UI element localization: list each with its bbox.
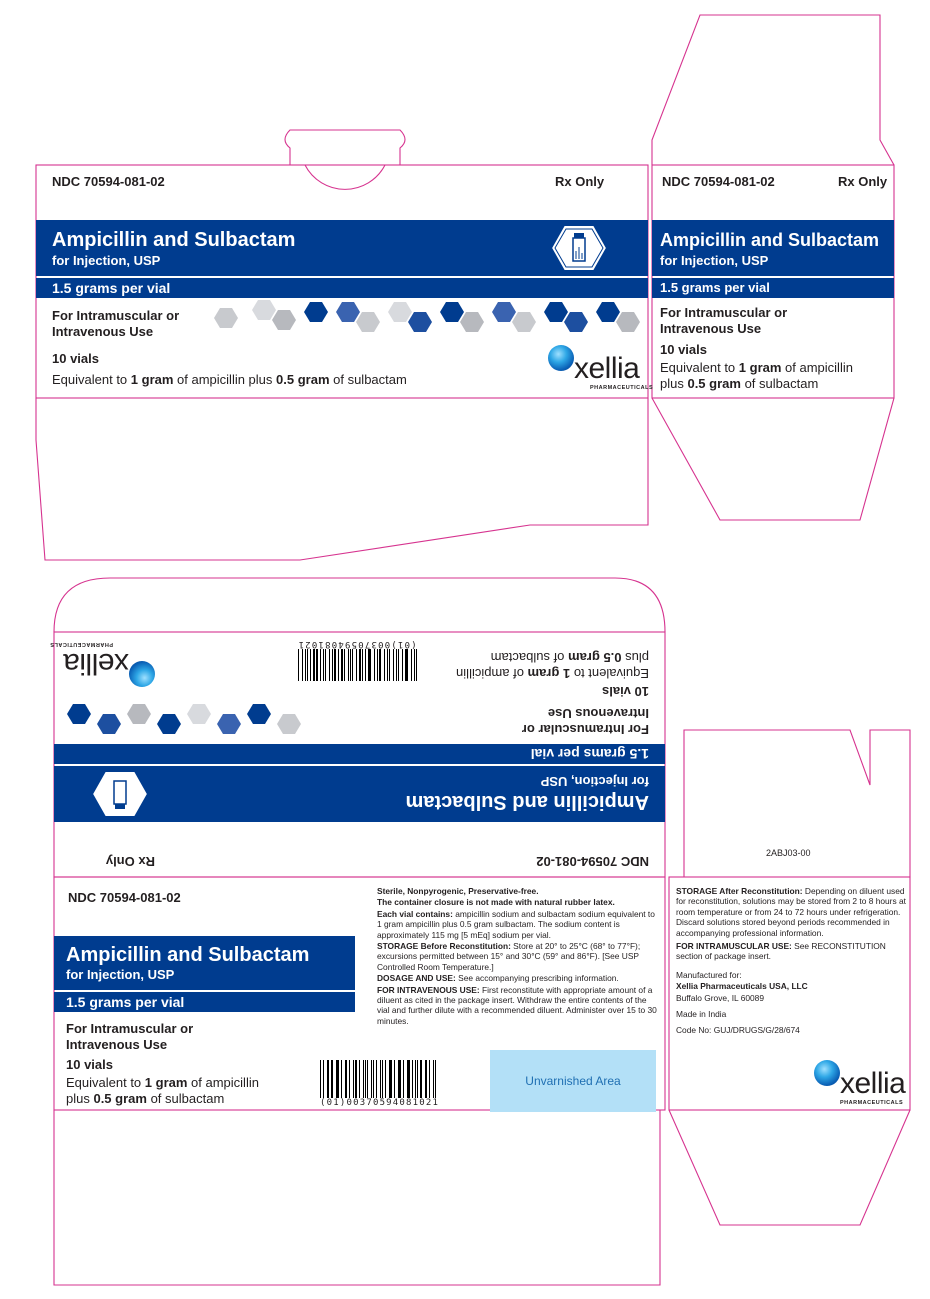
barcode-bar: [352, 649, 353, 681]
product-name: Ampicillin and Sulbactam: [52, 229, 296, 251]
im-statement: FOR INTRAMUSCULAR USE: See RECONSTITUTION section of package insert.: [676, 941, 886, 962]
product-form: for Injection, USP: [540, 774, 649, 789]
barcode-bar: [394, 1060, 395, 1098]
route-text: For Intramuscular or Intravenous Use: [521, 706, 649, 737]
barcode-bar: [356, 649, 357, 681]
barcode-bar: [415, 1060, 416, 1098]
barcode: [320, 1060, 439, 1108]
barcode-bar: [405, 649, 407, 681]
barcode-bar: [420, 1060, 422, 1098]
barcode-bar: [385, 1060, 386, 1098]
barcode-bar: [366, 649, 367, 681]
strength-band: 1.5 grams per vial: [652, 278, 894, 298]
barcode-bar: [390, 1060, 391, 1098]
barcode-bar: [321, 649, 322, 681]
barcode-bar: [341, 1060, 342, 1098]
company-name: Xellia Pharmaceuticals USA, LLC: [676, 981, 808, 992]
xellia-logo: xellia PHARMACEUTICALS: [814, 1060, 840, 1086]
ndc-number: NDC 70594-081-02: [68, 890, 181, 905]
barcode-bar: [320, 1060, 321, 1098]
barcode-bar: [373, 1060, 374, 1098]
equivalence-statement: Equivalent to 1 gram of ampicillin plus 0.5 gram of sulbactam: [456, 650, 649, 681]
barcode-bar: [396, 649, 397, 681]
storage-statement: STORAGE Before Reconstitution: Store at 20° to 25°C (68° to 77°F); excursions permitted between 15° and 30°C (59° and 86°F). [See USP Controlled Room Temperature.]: [377, 941, 641, 972]
ndc-number: NDC 70594-081-02: [662, 174, 775, 189]
barcode-bar: [380, 1060, 381, 1098]
barcode-bar: [398, 1060, 399, 1098]
barcode-bar: [302, 649, 303, 681]
barcode-bar: [329, 649, 330, 681]
vial-icon: [549, 223, 609, 273]
barcode-bar: [328, 1060, 329, 1098]
title-band: [54, 936, 355, 990]
barcode-bar: [334, 649, 336, 681]
title-band: [36, 220, 648, 276]
equivalence-statement: Equivalent to 1 gram of ampicillin plus 0.5 gram of sulbactam: [660, 360, 853, 391]
barcode-bar: [403, 1060, 404, 1098]
barcode-bar: [393, 649, 394, 681]
barcode-bar: [341, 649, 342, 681]
right-text-block: [676, 886, 908, 1037]
barcode-bar: [414, 649, 415, 681]
barcode-bar: [411, 649, 412, 681]
barcode-bar: [376, 1060, 378, 1098]
barcode-bar: [426, 1060, 427, 1098]
barcode-bar: [435, 1060, 436, 1098]
barcode-bar: [412, 1060, 413, 1098]
barcode-bar: [367, 1060, 368, 1098]
contents-statement: Each vial contains: ampicillin sodium and sulbactam sodium equivalent to 1 gram ampicillin plus 0.5 gram sulbactam. The sodium content is approximately 115 mg [5 mEq] sodium per vial.: [377, 908, 655, 940]
vial-icon: [90, 769, 150, 819]
ndc-number: NDC 70594-081-02: [536, 854, 649, 869]
latex-statement: The container closure is not made with natural rubber latex.: [377, 897, 615, 908]
side-text-block: [377, 886, 659, 1027]
rx-only: Rx Only: [105, 854, 155, 869]
back-panel-inverted: [49, 632, 665, 877]
barcode-bar: [371, 1060, 372, 1098]
barcode-bar: [355, 1060, 357, 1098]
product-name: Ampicillin and Sulbactam: [405, 791, 649, 813]
product-form: for Injection, USP: [660, 253, 769, 268]
barcode-bar: [359, 1060, 360, 1098]
barcode-bar: [425, 1060, 426, 1098]
barcode-bar: [429, 1060, 430, 1098]
title-band: [54, 766, 665, 822]
barcode-bar: [327, 1060, 328, 1098]
barcode-number: (01)00370594081021: [320, 1098, 440, 1108]
company-city: Buffalo Grove, IL 60089: [676, 992, 764, 1003]
barcode-bar: [387, 649, 388, 681]
product-form: for Injection, USP: [52, 253, 161, 268]
license-code: Code No: GUJ/DRUGS/G/28/674: [676, 1025, 800, 1036]
dosage-statement: DOSAGE AND USE: See accompanying prescribing information.: [377, 973, 619, 984]
artwork-code: 2ABJ03-00: [766, 848, 811, 858]
barcode-bar: [323, 1060, 324, 1098]
xellia-orb-icon: [129, 661, 155, 687]
barcode-bar: [379, 649, 381, 681]
barcode-bar: [314, 649, 316, 681]
equivalence-statement: Equivalent to 1 gram of ampicillin plus 0.5 gram of sulbactam: [66, 1075, 259, 1106]
xellia-orb-icon: [548, 345, 574, 371]
barcode-bar: [345, 1060, 346, 1098]
barcode-bar: [389, 649, 390, 681]
barcode-bar: [374, 649, 375, 681]
barcode-bar: [311, 649, 312, 681]
iv-statement: FOR INTRAVENOUS USE: First reconstitute with appropriate amount of a diluent as cited in the package insert. Withdraw the entire contents of the vial and further dilute with a recommended diluent. Administer over 15 to 30 minutes.: [377, 984, 657, 1026]
barcode-bar: [407, 1060, 408, 1098]
route-text: For Intramuscular or Intravenous Use: [52, 308, 180, 339]
barcode-bar: [384, 649, 385, 681]
barcode-bar: [351, 649, 352, 681]
product-name: Ampicillin and Sulbactam: [660, 230, 880, 250]
barcode-bar: [331, 1060, 333, 1098]
barcode-bar: [298, 649, 299, 681]
barcode-number: (01)00370594081021: [297, 639, 417, 649]
barcode-bar: [368, 649, 369, 681]
strength-band: 1.5 grams per vial: [54, 992, 355, 1012]
barcode-bar: [416, 649, 417, 681]
barcode-bar: [336, 1060, 337, 1098]
barcode-bar: [346, 1060, 347, 1098]
barcode-bar: [398, 649, 399, 681]
barcode-bar: [362, 649, 363, 681]
barcode-bar: [316, 649, 317, 681]
barcode-bar: [348, 649, 349, 681]
sterile-statement: Sterile, Nonpyrogenic, Preservative-free.: [377, 886, 539, 896]
barcode-bar: [323, 649, 324, 681]
hexagon-pattern: [55, 692, 305, 742]
vial-count: 10 vials: [660, 342, 707, 357]
manufactured-for: Manufactured for:: [676, 969, 742, 980]
ndc-number: NDC 70594-081-02: [52, 174, 165, 189]
made-in: Made in India: [676, 1009, 727, 1020]
barcode-bar: [417, 1060, 418, 1098]
barcode-bar: [408, 1060, 409, 1098]
rx-only: Rx Only: [838, 174, 888, 189]
barcode-bar: [389, 1060, 390, 1098]
equivalence-statement: Equivalent to 1 gram of ampicillin plus 0.5 gram of sulbactam: [52, 372, 407, 387]
vial-count: 10 vials: [66, 1057, 113, 1072]
xellia-logo: xellia PHARMACEUTICALS: [548, 345, 574, 371]
barcode-bar: [305, 649, 306, 681]
barcode-bar: [399, 1060, 401, 1098]
vial-count: 10 vials: [602, 684, 649, 699]
strength-band: 1.5 grams per vial: [54, 744, 665, 764]
barcode-bar: [339, 649, 340, 681]
barcode-bar: [332, 649, 333, 681]
barcode-bar: [349, 1060, 350, 1098]
barcode-bar: [377, 649, 378, 681]
unvarnished-area: Unvarnished Area: [490, 1050, 656, 1112]
xellia-orb-icon: [814, 1060, 840, 1086]
barcode-bar: [382, 1060, 383, 1098]
hexagon-pattern: [210, 298, 645, 340]
vial-count: 10 vials: [52, 351, 99, 366]
title-band: [652, 220, 894, 276]
barcode-bar: [402, 649, 403, 681]
barcode-bar: [353, 1060, 354, 1098]
barcode: [297, 639, 417, 681]
rx-only: Rx Only: [555, 174, 605, 189]
barcode-bar: [433, 1060, 434, 1098]
product-name: Ampicillin and Sulbactam: [66, 944, 310, 966]
barcode-bar: [344, 649, 345, 681]
route-text: For Intramuscular or Intravenous Use: [66, 1021, 194, 1052]
xellia-logo: xellia PHARMACEUTICALS: [129, 661, 155, 687]
route-text: For Intramuscular or Intravenous Use: [660, 305, 788, 336]
barcode-bar: [307, 649, 308, 681]
barcode-bar: [371, 649, 372, 681]
strength-band: 1.5 grams per vial: [36, 278, 648, 298]
barcode-bar: [408, 649, 409, 681]
storage-after-statement: STORAGE After Reconstitution: Depending on diluent used for reconstitution, solutions may be stored from 2 to 8 hours at room temperature or from 24 to 72 hours under refrigeration. Discard solutions stored beyond periods recommended in accompanying professional information.: [676, 886, 906, 938]
product-form: for Injection, USP: [66, 967, 175, 982]
barcode-bar: [337, 1060, 338, 1098]
barcode-bar: [365, 1060, 366, 1098]
barcode-bar: [359, 649, 361, 681]
barcode-bar: [363, 1060, 364, 1098]
barcode-bar: [325, 649, 326, 681]
